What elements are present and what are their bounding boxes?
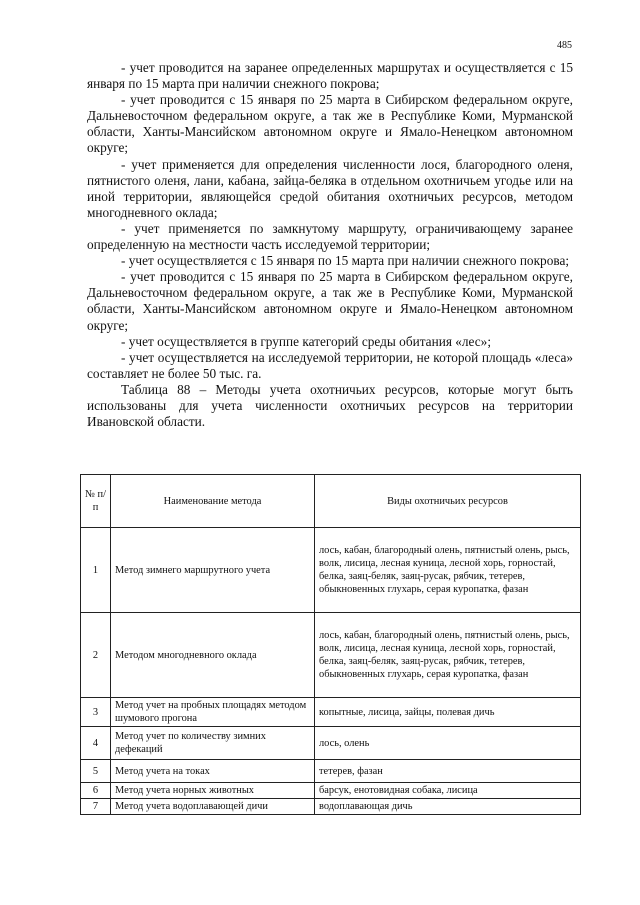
row-species: тетерев, фазан — [315, 760, 581, 783]
row-number: 1 — [81, 528, 111, 613]
table-row — [81, 760, 581, 783]
row-species: барсук, енотовидная собака, лисица — [315, 783, 581, 799]
row-method: Метод зимнего маршрутного учета — [111, 528, 315, 613]
paragraph: - учет проводится с 15 января по 25 марта в Сибирском федеральном округе, Дальневосточном федеральном округе, а так же в Республике Коми, Мурманской области, Ханты-Мансийском автономном округе и Ямало-Ненецком автономном округе; — [87, 269, 573, 333]
paragraph: - учет проводится с 15 января по 25 марта в Сибирском федеральном округе, Дальневосточном федеральном округе, а так же в Республике Коми, Мурманской области, Ханты-Мансийском автономном округе и Ямало-Ненецком автономном округе; — [87, 92, 573, 156]
row-species: лось, кабан, благородный олень, пятнистый олень, рысь, волк, лисица, лесная куница, лесной хорь, горностай, белка, заяц-беляк, заяц-русак, рябчик, тетерев, обыкновенных глухарь, серая куропатка, фазан — [315, 613, 581, 698]
table-row — [81, 727, 581, 760]
row-number: 5 — [81, 760, 111, 783]
paragraph: - учет проводится на заранее определенных маршрутах и осуществляется с 15 января по 15 марта при наличии снежного покрова; — [87, 60, 573, 92]
row-number: 2 — [81, 613, 111, 698]
row-species: лось, олень — [315, 727, 581, 760]
paragraph: - учет осуществляется в группе категорий среды обитания «лес»; — [121, 333, 492, 349]
row-number: 4 — [81, 727, 111, 760]
table-row — [81, 783, 581, 799]
row-number: 7 — [81, 799, 111, 815]
header-method: Наименование метода — [111, 475, 315, 528]
row-species: лось, кабан, благородный олень, пятнистый олень, рысь, волк, лисица, лесная куница, лесной хорь, горностай, белка, заяц-беляк, заяц-русак, рябчик, тетерев, обыкновенных глухарь, серая куропатка, фазан — [315, 528, 581, 613]
table-header-row — [81, 475, 581, 528]
table-row — [81, 698, 581, 727]
paragraph: - учет осуществляется с 15 января по 15 марта при наличии снежного покрова; — [121, 253, 570, 269]
row-number: 3 — [81, 698, 111, 727]
row-number: 6 — [81, 783, 111, 799]
table-row — [81, 799, 581, 815]
methods-table — [80, 474, 581, 815]
table-row — [81, 528, 581, 613]
paragraph: - учет применяется по замкнутому маршруту, ограничивающему заранее определенную на местности часть исследуемой территории; — [87, 220, 573, 253]
row-method: Метод учета норных животных — [111, 783, 315, 799]
row-method: Метод учет по количеству зимних дефекаций — [111, 727, 315, 760]
paragraph: - учет применяется для определения численности лося, благородного оленя, пятнистого оленя, лани, кабана, зайца-беляка в отдельном охотничьем угодье или на иной территории, являющейся средой обитания охотничьих ресурсов, методом многодневного оклада; — [87, 156, 573, 220]
row-method: Метод учет на пробных площадях методом шумового прогона — [111, 698, 315, 727]
page-number: 485 — [557, 40, 572, 51]
header-number: № п/п — [81, 475, 111, 528]
row-species: водоплавающая дичь — [315, 799, 581, 815]
methods-table-container — [80, 474, 580, 815]
paragraph: - учет осуществляется на исследуемой территории, не которой площадь «леса» составляет не более 50 тыс. га. — [87, 349, 573, 381]
row-species: копытные, лисица, зайцы, полевая дичь — [315, 698, 581, 727]
row-method: Методом многодневного оклада — [111, 613, 315, 698]
table-title: Таблица 88 – Методы учета охотничьих ресурсов, которые могут быть использованы для учета численности охотничьих ресурсов на территории Ивановской области. — [87, 381, 573, 430]
document-body — [87, 60, 573, 430]
row-method: Метод учета водоплавающей дичи — [111, 799, 315, 815]
header-species: Виды охотничьих ресурсов — [315, 475, 581, 528]
table-row — [81, 613, 581, 698]
row-method: Метод учета на токах — [111, 760, 315, 783]
